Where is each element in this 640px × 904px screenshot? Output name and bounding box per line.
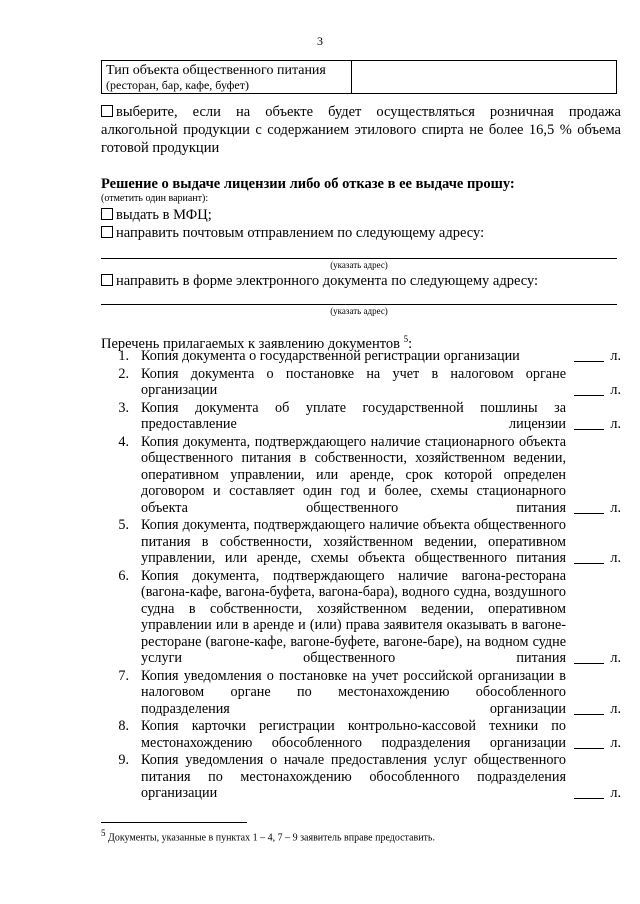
document-item-text: Копия документа о постановке на учет в налоговом органе организации bbox=[141, 365, 566, 398]
page-count-field[interactable] bbox=[565, 416, 621, 433]
page-count-field[interactable] bbox=[565, 382, 621, 399]
document-item-number: 7. bbox=[118, 667, 129, 684]
document-item-text: Копия уведомления о начале предоставления услуг общественного питания по местонахождению обособленного подразделения организации bbox=[141, 752, 566, 801]
document-item-number: 9. bbox=[118, 752, 129, 768]
page-count-blank[interactable] bbox=[574, 551, 604, 564]
alcohol-option bbox=[101, 103, 621, 157]
decision-hint: (отметить один вариант): bbox=[101, 193, 209, 204]
page-number: 3 bbox=[317, 34, 323, 48]
page-count-blank[interactable] bbox=[574, 383, 604, 396]
object-type-value-cell[interactable] bbox=[352, 61, 616, 93]
electronic-option-label: направить в форме электронного документа по следующему адресу: bbox=[116, 273, 539, 289]
object-type-table bbox=[101, 60, 617, 94]
page-count-blank[interactable] bbox=[574, 501, 604, 514]
sheets-suffix: л. bbox=[610, 734, 621, 751]
document-item bbox=[101, 568, 621, 667]
page-count-blank[interactable] bbox=[574, 349, 604, 362]
footnote-separator bbox=[101, 822, 247, 823]
electronic-address-hint: (указать адрес) bbox=[330, 306, 388, 316]
sheets-suffix: л. bbox=[610, 348, 621, 364]
documents-heading-text: Перечень прилагаемых к заявлению документов bbox=[101, 335, 400, 352]
footnote-text: Документы, указанные в пунктах 1 – 4, 7 – 9 заявитель вправе предоставить. bbox=[108, 832, 435, 844]
page-count-field[interactable] bbox=[565, 735, 621, 752]
document-item-number: 8. bbox=[118, 718, 129, 734]
decision-option-mfc bbox=[101, 206, 212, 224]
document-item bbox=[101, 348, 621, 365]
document-item-text: Копия документа о государственной регистрации организации bbox=[141, 348, 520, 364]
alcohol-option-text: выберите, если на объекте будет осуществляться розничная продажа алкогольной продукции с содержанием этилового спирта не более 16,5 % объема готовой продукции bbox=[101, 104, 621, 156]
document-item-number: 3. bbox=[118, 399, 129, 416]
document-item bbox=[101, 366, 621, 399]
document-item-number: 6. bbox=[118, 567, 129, 584]
post-address-line[interactable] bbox=[101, 258, 617, 259]
sheets-suffix: л. bbox=[610, 416, 621, 432]
sheets-suffix: л. bbox=[610, 382, 621, 398]
page-count-field[interactable] bbox=[565, 785, 621, 802]
documents-heading: Перечень прилагаемых к заявлению документов $^5$: bbox=[101, 334, 413, 352]
electronic-checkbox[interactable] bbox=[101, 274, 113, 286]
document-item-text: Копия документа, подтверждающего наличие вагона-ресторана (вагона-кафе, вагона-буфета, вагона-бара), водного судна, воздушного судна в собственности, хозяйственном ведении, оперативном управлении или в аренде и (или) права заявителя оказывать в вагоне-ресторане (вагоне-кафе, вагоне-буфете, вагоне-баре), на водном судне услуги общественного питания bbox=[141, 567, 566, 666]
page-count-field[interactable] bbox=[565, 348, 621, 365]
footnote-mark: 5 bbox=[101, 828, 106, 838]
sheets-suffix: л. bbox=[610, 499, 621, 516]
sheets-suffix: л. bbox=[610, 700, 621, 717]
decision-option-post bbox=[101, 224, 484, 242]
page-count-blank[interactable] bbox=[574, 702, 604, 715]
decision-heading: Решение о выдаче лицензии либо об отказе в ее выдаче прошу: bbox=[101, 176, 515, 192]
post-address-hint: (указать адрес) bbox=[330, 260, 388, 270]
footnote bbox=[101, 828, 435, 843]
page-count-blank[interactable] bbox=[574, 417, 604, 430]
page-count-field[interactable] bbox=[565, 650, 621, 667]
sheets-suffix: л. bbox=[610, 785, 621, 801]
document-item-text: Копия документа об уплате государственной пошлины за предоставление лицензии bbox=[141, 399, 566, 432]
mfc-checkbox[interactable] bbox=[101, 208, 113, 220]
post-checkbox[interactable] bbox=[101, 226, 113, 238]
post-option-label: направить почтовым отправлением по следующему адресу: bbox=[116, 225, 485, 241]
object-type-label: Тип объекта общественного питания bbox=[106, 63, 326, 78]
document-item bbox=[101, 517, 621, 567]
page-count-field[interactable] bbox=[565, 500, 621, 517]
page-count-blank[interactable] bbox=[574, 736, 604, 749]
sheets-suffix: л. bbox=[610, 650, 621, 666]
documents-list bbox=[101, 348, 621, 803]
alcohol-checkbox[interactable] bbox=[101, 105, 113, 117]
document-item bbox=[101, 400, 621, 433]
documents-footnote-mark: 5 bbox=[403, 334, 409, 344]
object-type-label-cell bbox=[102, 61, 352, 93]
sheets-suffix: л. bbox=[610, 550, 621, 566]
document-item-text: Копия уведомления о постановке на учет российской организации в налоговом органе по местонахождению обособленного подразделения организации bbox=[141, 667, 566, 717]
document-item bbox=[101, 668, 621, 718]
object-type-hint: (ресторан, бар, кафе, буфет) bbox=[106, 78, 249, 92]
mfc-option-label: выдать в МФЦ; bbox=[116, 207, 212, 223]
page-count-blank[interactable] bbox=[574, 651, 604, 664]
electronic-address-line[interactable] bbox=[101, 304, 617, 305]
document-item-text: Копия документа, подтверждающего наличие объекта общественного питания в собственности, хозяйственном ведении, оперативном управлении, или аренде, схемы объекта общественного питания bbox=[141, 517, 566, 566]
document-item bbox=[101, 434, 621, 517]
document-item-text: Копия документа, подтверждающего наличие стационарного объекта общественного питания в собственности, хозяйственном ведении, оперативном управлении, или аренде, срок которой определен договором и составляет один год и более, схемы стационарного объекта общественного питания bbox=[141, 433, 566, 516]
document-item-number: 5. bbox=[118, 517, 129, 533]
document-item bbox=[101, 752, 621, 802]
decision-option-electronic bbox=[101, 272, 538, 290]
page-count-field[interactable] bbox=[565, 550, 621, 567]
document-item-number: 2. bbox=[118, 365, 129, 382]
document-item-number: 1. bbox=[118, 348, 129, 364]
page-count-field[interactable] bbox=[565, 701, 621, 718]
page-count-blank[interactable] bbox=[574, 786, 604, 799]
document-item bbox=[101, 718, 621, 751]
document-item-number: 4. bbox=[118, 433, 129, 450]
document-item-text: Копия карточки регистрации контрольно-кассовой техники по местонахождению обособленного подразделения организации bbox=[141, 718, 566, 751]
